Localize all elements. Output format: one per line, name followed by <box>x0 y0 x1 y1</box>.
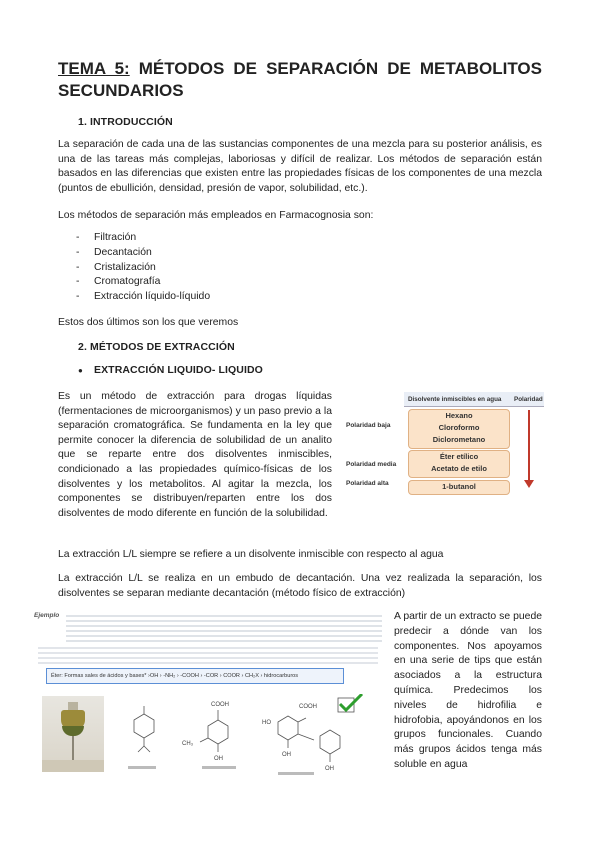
list-item: - Filtración <box>76 231 376 246</box>
row-label-mid: Polaridad media <box>346 461 397 468</box>
list-item: - Decantación <box>76 246 376 261</box>
title-tag: TEMA 5: <box>58 59 130 78</box>
example-blurred-text-2 <box>38 644 378 666</box>
methods-list <box>76 231 376 305</box>
column-solvent-header: Disolvente inmiscibles en agua <box>408 396 502 403</box>
solvent-eter: Éter etílico <box>439 452 479 461</box>
note-decantation: La extracción L/L se realiza en un embudo de decantación. Una vez realizada la separación, los disolventes se separan mediante decantación (método físico de extracción) <box>58 573 542 599</box>
solvent-hexano: Hexano <box>445 411 473 420</box>
methods-note: Estos dos últimos son los que veremos <box>58 317 239 328</box>
solvent-group-low <box>408 409 510 449</box>
arrow-head-icon <box>524 480 534 488</box>
methods-intro: Los métodos de separación más empleados en Farmacognosia son: <box>58 210 374 221</box>
molecule-label: COOH <box>211 702 229 708</box>
list-item: - Extracción líquido-líquido <box>76 290 376 305</box>
solvent-acetato: Acetato de etilo <box>431 464 487 473</box>
example-figure <box>34 608 386 783</box>
polarity-arrow-icon <box>528 410 530 482</box>
molecule-captions <box>128 766 314 775</box>
molecule-label: COOH <box>299 704 317 710</box>
molecule-2-icon <box>200 710 228 752</box>
subsection-heading <box>78 364 263 376</box>
row-label-high: Polaridad alta <box>346 480 389 487</box>
funnel-photo <box>42 696 104 772</box>
molecule-label: OH <box>325 766 334 772</box>
molecule-label: HO <box>262 720 271 726</box>
solvent-group-mid <box>408 450 510 478</box>
section-heading-intro: 1. INTRODUCCIÓN <box>78 116 173 128</box>
note-immiscible: La extracción L/L siempre se refiere a un disolvente inmiscible con respecto al agua <box>58 549 444 560</box>
bullet-icon: ● <box>78 366 83 375</box>
example-blurred-text <box>66 612 382 642</box>
list-item: - Cromatografía <box>76 275 376 290</box>
molecule-label: CH₃ <box>182 741 194 747</box>
side-paragraph: A partir de un extracto se puede predecir a dónde van los componentes. Nos apoyamos en una serie de tips que están asociados a la estructura química. Predecimos los niveles de hidrofilia e hidrofobia, apoyándonos en los grupos funcionales. Cuando más grupos ácidos tenga más soluble en agua <box>394 611 542 770</box>
molecule-label: OH <box>214 756 223 762</box>
column-polarity-header: Polaridad <box>514 396 543 403</box>
molecule-1-icon <box>134 706 154 752</box>
row-label-low: Polaridad baja <box>346 422 391 429</box>
page-title <box>58 58 542 102</box>
subsection-title: EXTRACCIÓN LIQUIDO- LIQUIDO <box>93 364 263 376</box>
solvent-diclorometano: Diclorometano <box>432 435 486 444</box>
example-label: Ejemplo <box>34 612 60 619</box>
molecule-label: OH <box>282 752 291 758</box>
solvent-polarity-figure <box>344 392 544 498</box>
molecule-structures <box>118 694 378 776</box>
solvent-butanol: 1-butanol <box>408 480 510 495</box>
solvent-cloroformo: Cloroformo <box>438 423 480 432</box>
list-item: - Cristalización <box>76 261 376 276</box>
liquid-liquid-paragraph: Es un método de extracción para drogas líquidas (fermentaciones de microorganismos) y un paso previo a la separación cromatográfica. Se fundamenta en la ley que permite conocer la diferencia de solubilidad de un analito que se reparte entre dos disolventes inmiscibles, condicionado a las propiedades químico-físicas de los disolventes y los metabolitos. Al agitar la mezcla, los componentes se distribuyen/reparten entre los dos disolventes de modo diferente en función de la solubilidad. <box>58 391 332 519</box>
checkmark-icon <box>338 694 362 712</box>
example-highlight-box: Éter: Formas sales de ácidos y bases* ›OH › -NH₂ › -COOH › -COR › COOR › CH₂X › hidrocarburos <box>46 668 344 684</box>
intro-paragraph: La separación de cada una de las sustancias componentes de una mezcla para su posterior análisis, es una de las tareas más complejas, laboriosas y difícil de realizar. Los métodos de separación están basados en las diferencias que existen entre las propiedades físicas de los componentes de una mezcla (puntos de ebullición, densidad, presión de vapor, solubilidad, etc.). <box>58 139 542 194</box>
title-text: MÉTODOS DE SEPARACIÓN DE METABOLITOS SECUNDARIOS <box>58 59 542 100</box>
section-heading-extraction: 2. MÉTODOS DE EXTRACCIÓN <box>78 341 235 353</box>
